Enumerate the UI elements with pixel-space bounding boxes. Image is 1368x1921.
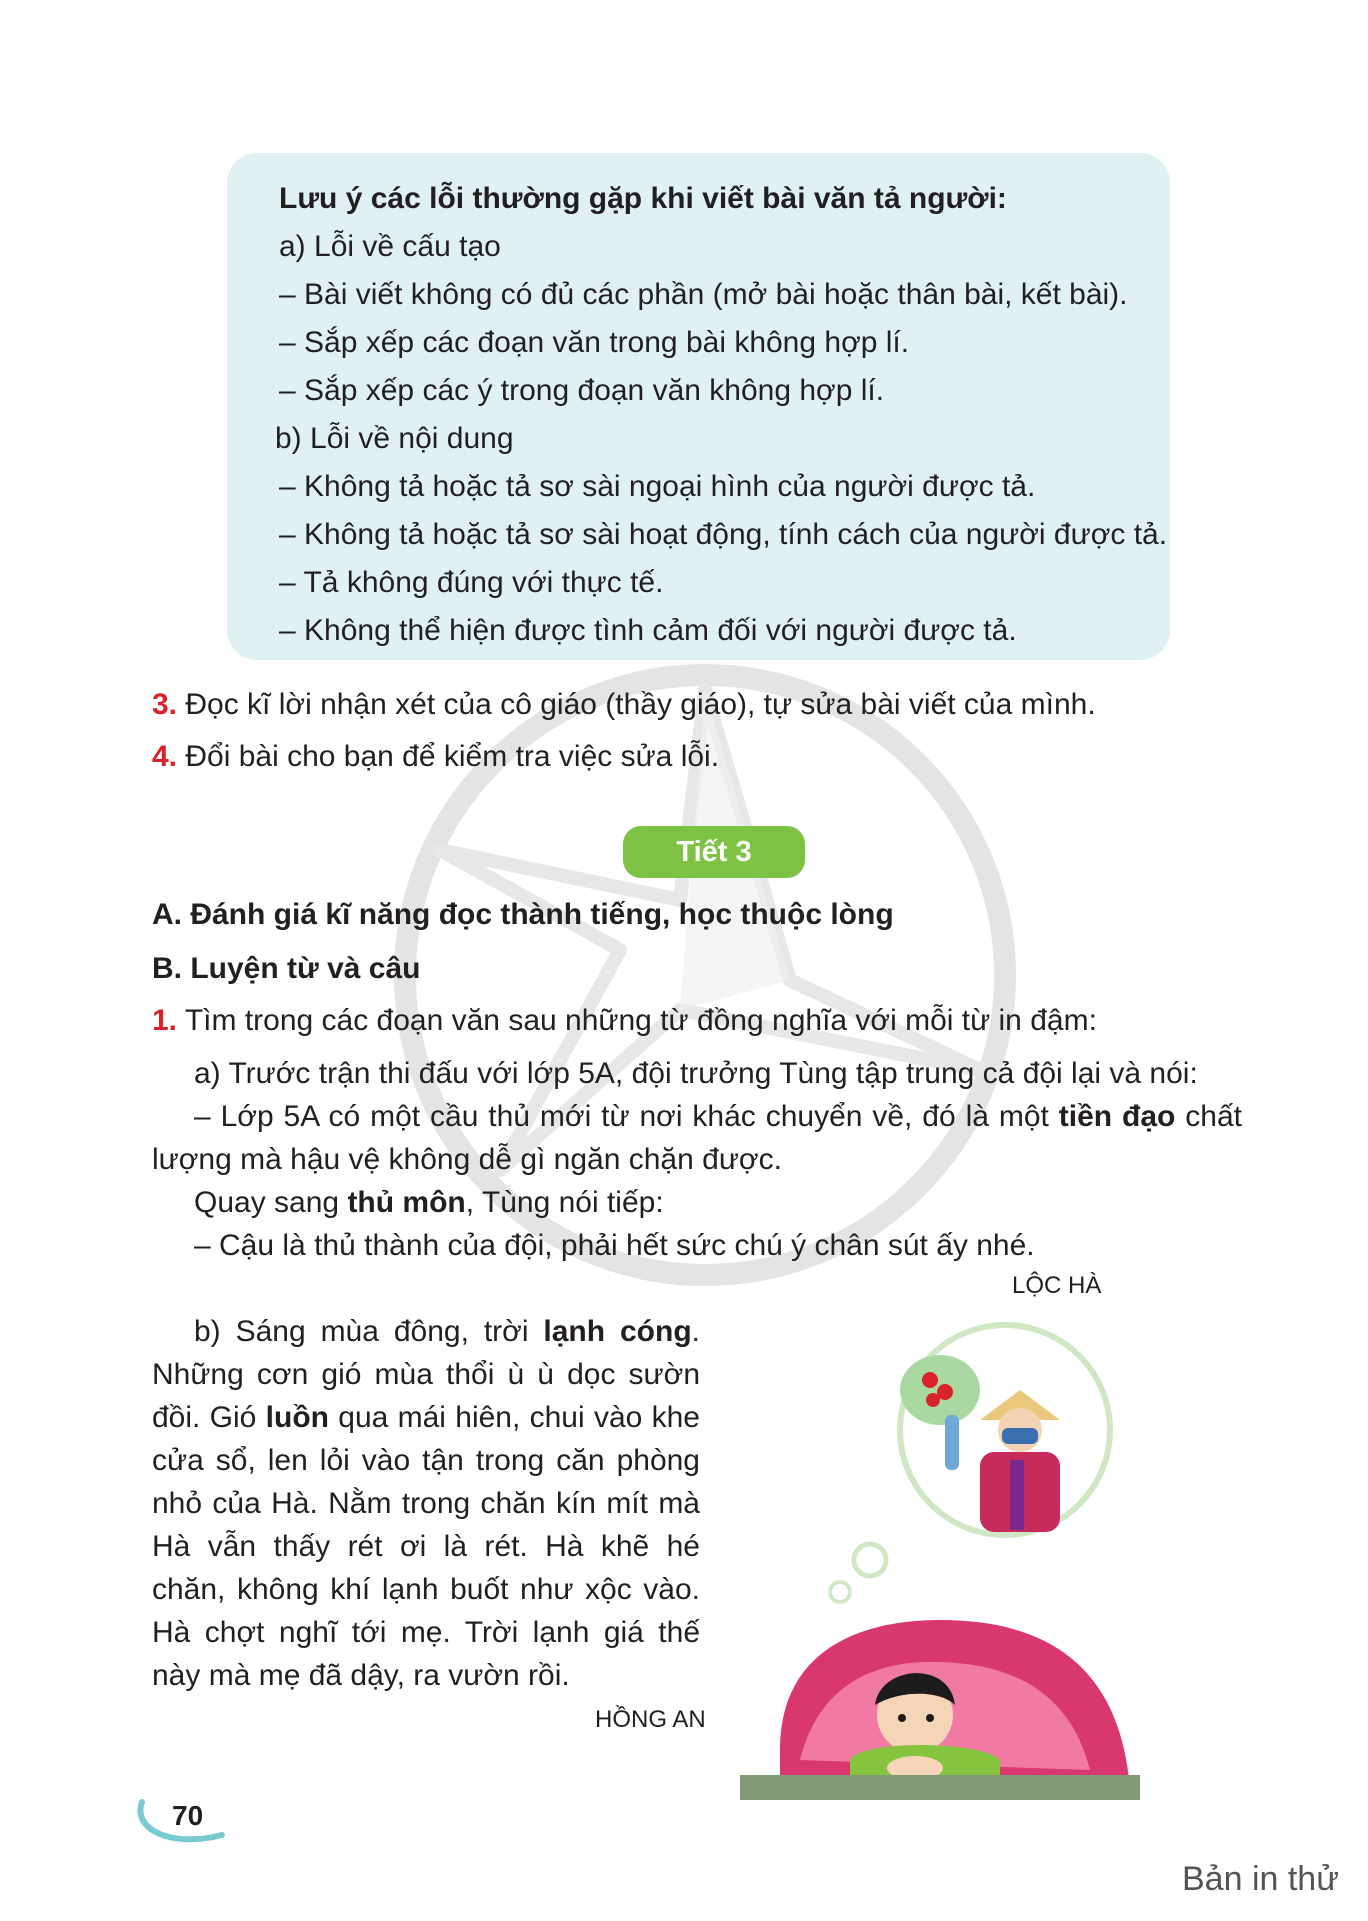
note-line: – Tả không đúng với thực tế. (279, 566, 664, 599)
text-run: qua mái hiên, chui vào khe cửa sổ, len lỏi vào tận trong căn phòng nhỏ của Hà. Nằm trong chăn kín mít mà Hà vẫn thấy rét ơi là rét. Hà khẽ hé chăn, không khí lạnh buốt như xộc vào. Hà chợt nghĩ tới mẹ. Trời lạnh giá thế này mà mẹ đã dậy, ra vườn rồi. (152, 1401, 700, 1692)
task-text: Đọc kĩ lời nhận xét của cô giáo (thầy giáo), tự sửa bài viết của mình. (185, 688, 1096, 721)
note-line: – Sắp xếp các đoạn văn trong bài không hợp lí. (279, 326, 910, 359)
exercise-item (152, 1002, 1097, 1040)
task-item (152, 738, 719, 776)
exercise-text: Tìm trong các đoạn văn sau những từ đồng nghĩa với mỗi từ in đậm: (184, 1004, 1097, 1037)
passage-b-source: HỒNG AN (595, 1706, 706, 1733)
print-proof-note: Bản in thử (1182, 1860, 1339, 1898)
page-number: 70 (172, 1800, 204, 1831)
note-title: Lưu ý các lỗi thường gặp khi viết bài văn tả người: (279, 182, 1007, 215)
text-run: – Lớp 5A có một cầu thủ mới từ nơi khác chuyển về, đó là một (194, 1100, 1059, 1133)
note-line: a) Lỗi về cấu tạo (279, 230, 501, 263)
text-run: , Tùng nói tiếp: (465, 1186, 664, 1219)
passage-b (152, 1310, 700, 1697)
note-line: – Bài viết không có đủ các phần (mở bài hoặc thân bài, kết bài). (279, 278, 1128, 311)
exercise-number: 1. (152, 1004, 178, 1037)
section-a-heading: A. Đánh giá kĩ năng đọc thành tiếng, học thuộc lòng (152, 898, 894, 931)
note-line: – Không thể hiện được tình cảm đối với người được tả. (279, 614, 1017, 647)
bold-word: thủ môn (347, 1186, 466, 1219)
text-run: . Những cơn gió mùa thổi ù ù dọc sườn đồi. Gió (152, 1315, 700, 1434)
passage-a-line2 (152, 1181, 1242, 1224)
passage-a (152, 1052, 1242, 1267)
bold-word: tiền đạo (1058, 1100, 1176, 1133)
text-run: Quay sang (194, 1186, 348, 1219)
note-line: – Sắp xếp các ý trong đoạn văn không hợp lí. (279, 374, 885, 407)
passage-a-line1 (152, 1095, 1242, 1181)
task-item (152, 686, 1096, 724)
section-b-heading: B. Luyện từ và câu (152, 952, 421, 985)
note-box (227, 153, 1170, 660)
bold-word: luồn (265, 1401, 329, 1434)
passage-a-source: LỘC HÀ (1012, 1272, 1102, 1299)
note-line: b) Lỗi về nội dung (275, 422, 514, 455)
note-line: – Không tả hoặc tả sơ sài ngoại hình của người được tả. (279, 470, 1036, 503)
girl-dreaming-illustration-icon (740, 1320, 1140, 1800)
passage-a-intro: a) Trước trận thi đấu với lớp 5A, đội trưởng Tùng tập trung cả đội lại và nói: (194, 1057, 1198, 1090)
text-run: b) Sáng mùa đông, trời (194, 1315, 544, 1348)
task-text: Đổi bài cho bạn để kiểm tra việc sửa lỗi. (185, 740, 720, 773)
bold-word: lạnh cóng (543, 1315, 692, 1348)
passage-a-line3: – Cậu là thủ thành của đội, phải hết sức chú ý chân sút ấy nhé. (194, 1229, 1035, 1262)
note-line: – Không tả hoặc tả sơ sài hoạt động, tính cách của người được tả. (279, 518, 1168, 551)
text-run: chất lượng mà hậu vệ không dễ gì ngăn chặn được. (152, 1100, 1242, 1176)
page-number-badge (132, 1790, 242, 1850)
task-number: 3. (152, 688, 178, 721)
passage-b-text (152, 1310, 700, 1697)
task-number: 4. (152, 740, 178, 773)
lesson-label: Tiết 3 (623, 826, 805, 878)
